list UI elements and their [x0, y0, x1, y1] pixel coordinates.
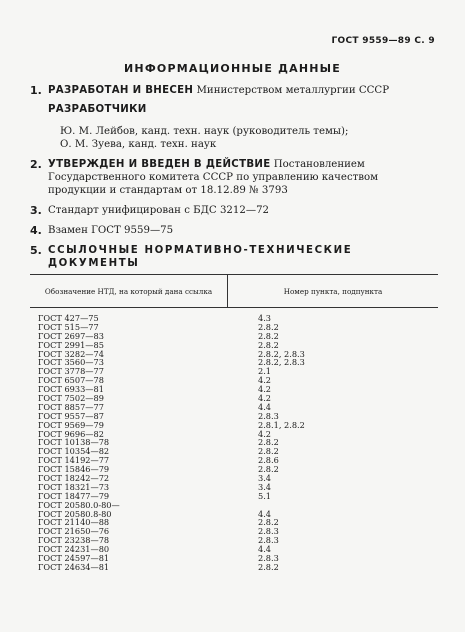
- ref-document: ГОСТ 10354—82: [38, 446, 110, 457]
- ref-clause: 2.8.2: [258, 321, 279, 332]
- ref-clause: 2.8.2: [258, 339, 279, 350]
- item-number: 1.: [30, 84, 42, 97]
- item-replaces: [30, 224, 438, 237]
- ref-document: ГОСТ 24634—81: [38, 561, 110, 572]
- ref-document: ГОСТ 21140—88: [38, 517, 110, 528]
- item-approved: [30, 158, 438, 197]
- item-caps: ССЫЛОЧНЫЕ НОРМАТИВНО-ТЕХНИЧЕСКИЕ ДОКУМЕНТЫ: [48, 245, 353, 269]
- ref-document: ГОСТ 18321—73: [38, 481, 110, 492]
- ref-document: ГОСТ 9696—82: [38, 428, 104, 439]
- item-references: [30, 244, 438, 270]
- ref-clause: 2.8.2: [258, 437, 279, 448]
- ref-document: ГОСТ 20580.8-80: [38, 508, 112, 519]
- developer: Ю. М. Лейбов, канд. техн. наук (руководитель темы);: [60, 126, 349, 137]
- ref-document: ГОСТ 3560—73: [38, 357, 104, 368]
- ref-document: ГОСТ 6507—78: [38, 375, 104, 386]
- ref-clause: 3.4: [258, 473, 272, 484]
- ref-clause: 2.1: [258, 366, 272, 377]
- item-number: 2.: [30, 158, 42, 171]
- ref-clause: 3.4: [258, 481, 272, 492]
- ref-clause: 2.8.1, 2.8.2: [258, 419, 305, 430]
- ref-clause: 4.2: [258, 428, 272, 439]
- ref-document: ГОСТ 3282—74: [38, 348, 104, 359]
- item-caps: УТВЕРЖДЕН И ВВЕДЕН В ДЕЙСТВИЕ: [48, 159, 271, 170]
- ref-clause: [258, 501, 438, 510]
- ref-document: ГОСТ 515—77: [38, 321, 99, 332]
- references-table: [30, 274, 438, 572]
- ref-document: ГОСТ 21650—76: [38, 526, 110, 537]
- ref-clause: 4.2: [258, 375, 272, 386]
- ref-clause: 2.8.2, 2.8.3: [258, 348, 305, 359]
- ref-clause: 4.4: [258, 401, 272, 412]
- ref-document: ГОСТ 6933—81: [38, 384, 104, 395]
- ref-clause: 2.8.3: [258, 526, 279, 537]
- item-text: Взамен ГОСТ 9559—75: [48, 225, 174, 236]
- ref-clause: 4.2: [258, 384, 272, 395]
- item-number: 3.: [30, 204, 42, 217]
- item-unified: [30, 204, 438, 217]
- item-number: 4.: [30, 224, 42, 237]
- ref-document: ГОСТ 18242—72: [38, 473, 110, 484]
- ref-clause: 2.8.2: [258, 561, 279, 572]
- ref-clause: 2.8.3: [258, 553, 279, 564]
- ref-document: ГОСТ 10138—78: [38, 437, 110, 448]
- item-caps: РАЗРАБОТАН И ВНЕСЕН: [48, 85, 194, 96]
- item-developed: [30, 84, 438, 151]
- ref-document: ГОСТ 9557—87: [38, 410, 104, 421]
- ref-document: ГОСТ 24597—81: [38, 553, 110, 564]
- info-items: [30, 84, 438, 277]
- ref-document: ГОСТ 20580.0-80—: [38, 499, 120, 510]
- ref-document: ГОСТ 18477—79: [38, 490, 110, 501]
- header-document: Обозначение НТД, на который дана ссылка: [44, 286, 213, 296]
- table-row: [30, 563, 438, 572]
- ref-clause: 4.2: [258, 393, 272, 404]
- ref-document: ГОСТ 2697—83: [38, 330, 104, 341]
- developer: О. М. Зуева, канд. техн. наук: [60, 139, 217, 150]
- ref-document: ГОСТ 14192—77: [38, 455, 110, 466]
- developers-heading: РАЗРАБОТЧИКИ: [48, 104, 147, 115]
- ref-clause: 2.8.2: [258, 446, 279, 457]
- ref-document: ГОСТ 2991—85: [38, 339, 104, 350]
- ref-document: ГОСТ 7502—89: [38, 393, 104, 404]
- item-text: Постановлением Государственного комитета СССР по управлению качеством продукции и стандартам от 18.12.89 № 3793: [48, 159, 379, 196]
- ref-document: ГОСТ 15846—79: [38, 464, 110, 475]
- ref-document: ГОСТ 8857—77: [38, 401, 104, 412]
- ref-document: ГОСТ 427—75: [38, 313, 99, 323]
- ref-clause: 2.8.3: [258, 535, 279, 546]
- ref-clause: 2.8.2, 2.8.3: [258, 357, 305, 368]
- ref-clause: 2.8.2: [258, 464, 279, 475]
- table-header: [30, 274, 438, 308]
- section-title: ИНФОРМАЦИОННЫЕ ДАННЫЕ: [124, 62, 341, 75]
- ref-clause: 2.8.6: [258, 455, 279, 466]
- ref-clause: 2.8.2: [258, 330, 279, 341]
- item-text: Министерством металлургии СССР: [193, 85, 390, 96]
- ref-document: ГОСТ 23238—78: [38, 535, 110, 546]
- ref-clause: 2.8.3: [258, 410, 279, 421]
- ref-clause: 4.3: [258, 313, 272, 323]
- ref-clause: 4.4: [258, 508, 272, 519]
- ref-clause: 5.1: [258, 490, 272, 501]
- developers-list: [60, 125, 438, 151]
- ref-document: ГОСТ 24231—80: [38, 544, 110, 555]
- ref-clause: 4.4: [258, 544, 272, 555]
- item-number: 5.: [30, 244, 42, 257]
- ref-clause: 2.8.2: [258, 517, 279, 528]
- table-body: [30, 314, 438, 572]
- ref-document: ГОСТ 9569—79: [38, 419, 104, 430]
- ref-document: ГОСТ 3778—77: [38, 366, 104, 377]
- page-header: ГОСТ 9559—89 С. 9: [331, 36, 435, 46]
- item-text: Стандарт унифицирован с БДС 3212—72: [48, 205, 270, 216]
- header-clause: Номер пункта, подпункта: [227, 275, 438, 307]
